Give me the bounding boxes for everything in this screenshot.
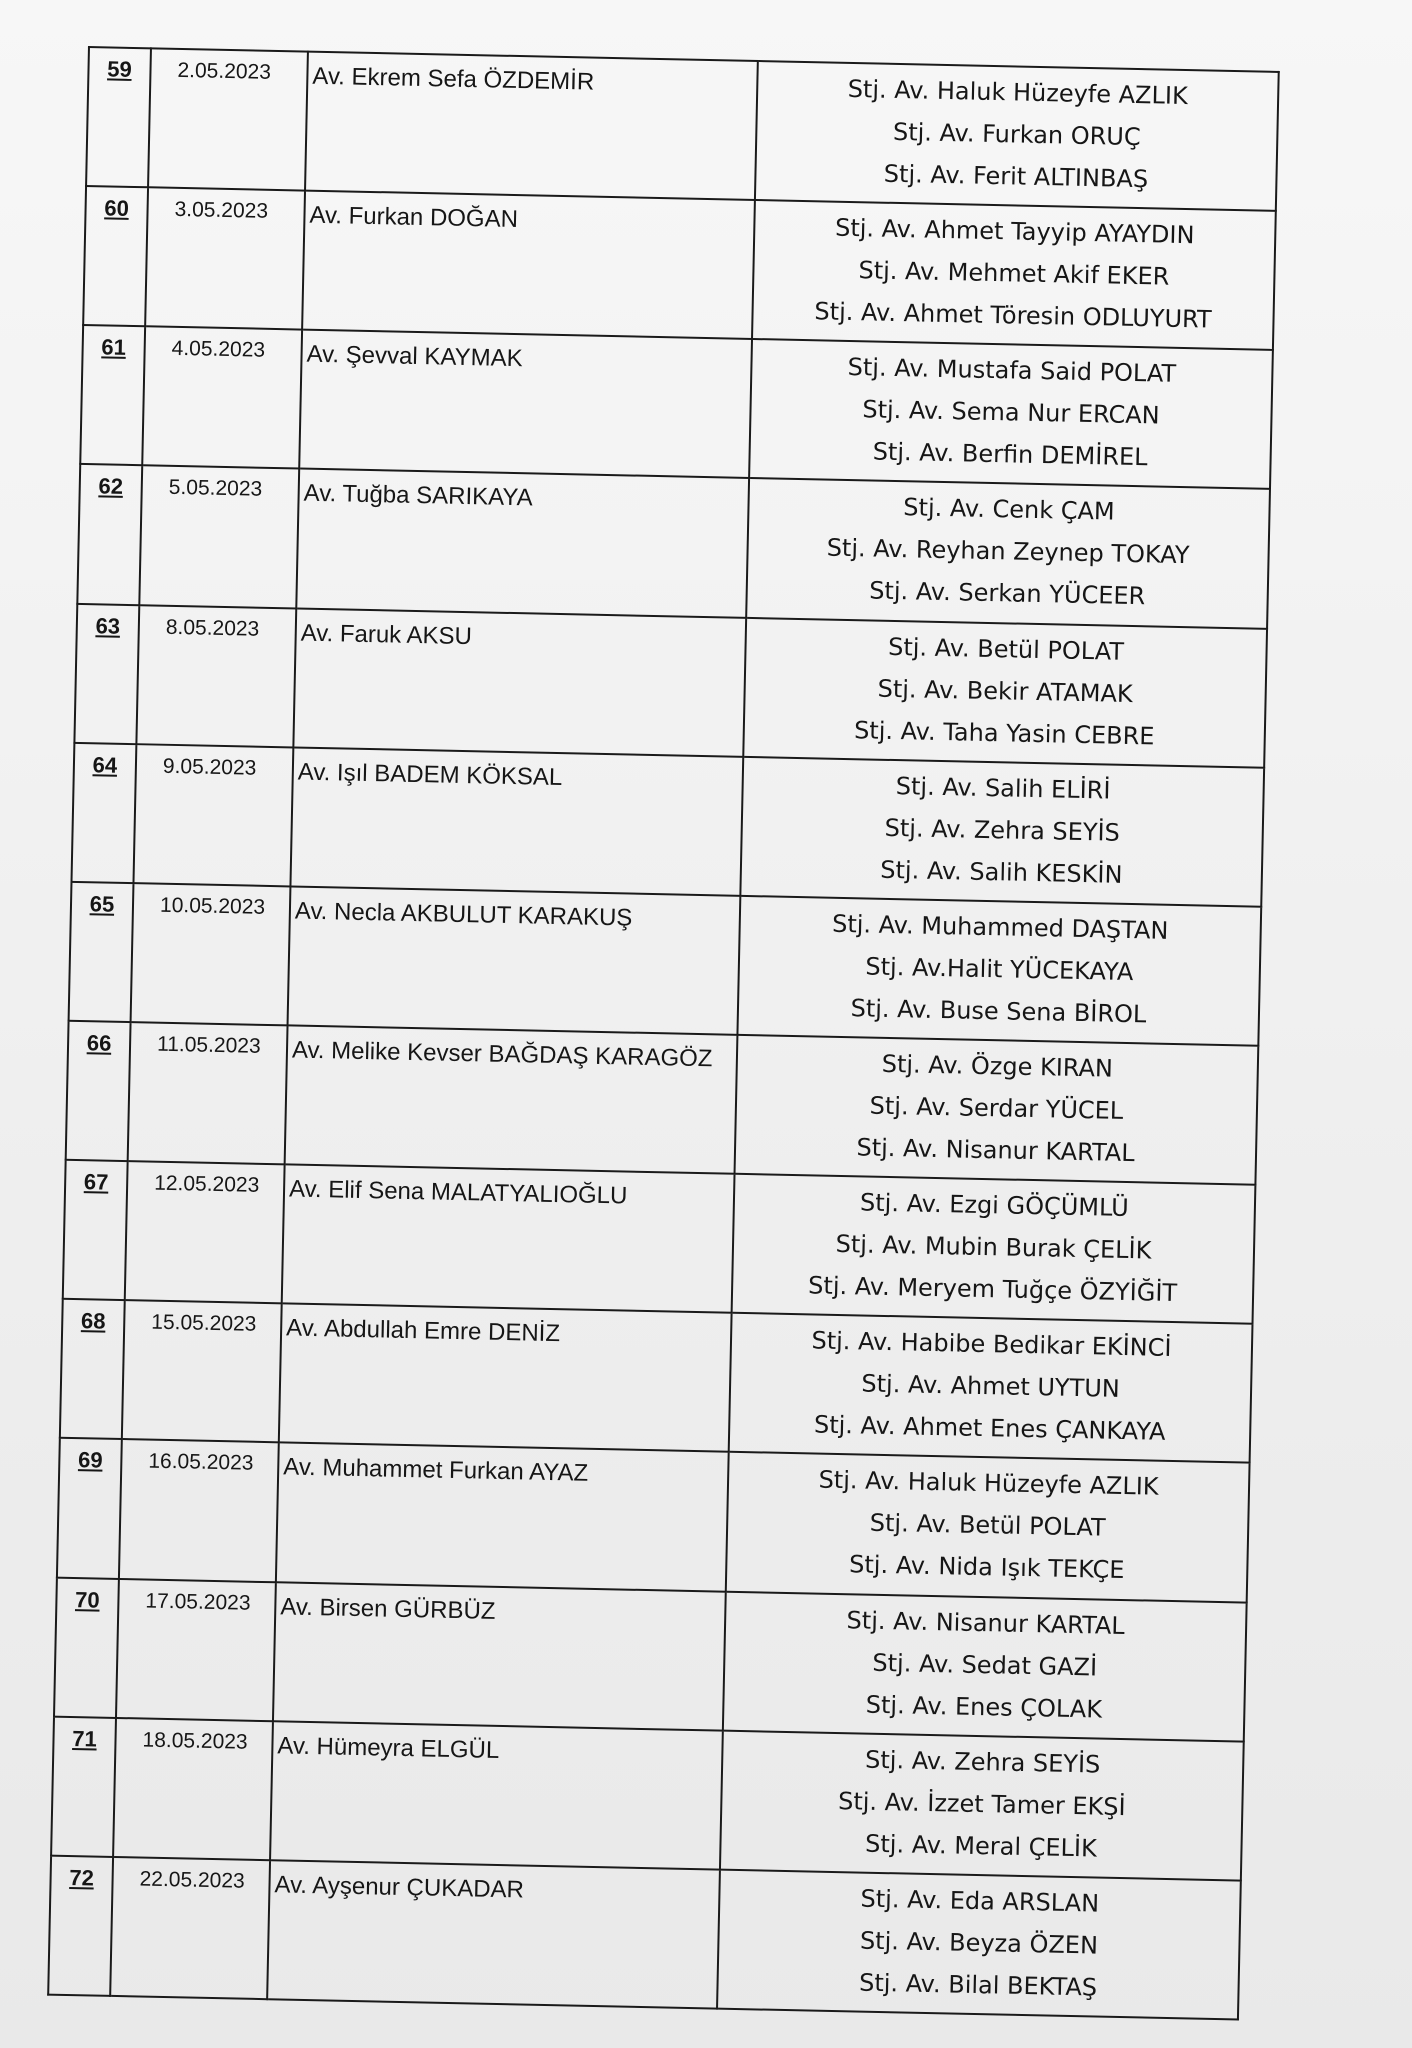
trainee-name: Stj. Av. Muhammed DAŞTAN bbox=[831, 909, 1169, 945]
table-row bbox=[57, 1438, 1250, 1602]
trainee-name: Stj. Av. Ahmet Tayyip AYAYDIN bbox=[834, 213, 1195, 250]
supervising-lawyer: Av. Ayşenur ÇUKADAR bbox=[267, 1860, 720, 2009]
table-row bbox=[74, 603, 1267, 767]
trainee-name: Stj. Av. Betül POLAT bbox=[869, 1509, 1106, 1543]
row-date: 8.05.2023 bbox=[136, 605, 296, 747]
trainee-name: Stj. Av. Sema Nur ERCAN bbox=[862, 395, 1160, 430]
document-sheet bbox=[47, 46, 1278, 2020]
trainee-name: Stj. Av. Ferit ALTINBAŞ bbox=[883, 159, 1149, 194]
trainee-name: Stj. Av. Ahmet Töresin ODLUYURT bbox=[814, 297, 1212, 334]
row-number: 69 bbox=[57, 1438, 122, 1578]
table-row bbox=[48, 1855, 1241, 2019]
trainee-name: Stj. Av. İzzet Tamer EKŞİ bbox=[837, 1786, 1126, 1821]
trainee-list bbox=[740, 757, 1264, 907]
row-number: 67 bbox=[63, 1160, 128, 1300]
trainee-name: Stj. Av. Mehmet Akif EKER bbox=[858, 256, 1170, 291]
row-date: 2.05.2023 bbox=[148, 48, 308, 190]
trainee-name: Stj. Av. Bilal BEKTAŞ bbox=[858, 1968, 1098, 2002]
trainee-name: Stj. Av. Mubin Burak ÇELİK bbox=[835, 1230, 1152, 1265]
trainee-name: Stj. Av. Berfin DEMİREL bbox=[872, 437, 1148, 472]
table-row bbox=[54, 1577, 1247, 1741]
trainee-name: Stj. Av. Salih KESKİN bbox=[880, 855, 1123, 889]
supervising-lawyer: Av. Tuğba SARIKAYA bbox=[296, 469, 749, 618]
trainee-list bbox=[720, 1730, 1244, 1880]
trainee-name: Stj. Av. Zehra SEYİS bbox=[864, 1745, 1101, 1779]
trainee-name: Stj. Av. Enes ÇOLAK bbox=[865, 1690, 1103, 1724]
trainee-list bbox=[737, 896, 1261, 1046]
trainee-name: Stj. Av. Ezgi GÖÇÜMLÜ bbox=[859, 1188, 1130, 1223]
row-date: 12.05.2023 bbox=[125, 1161, 285, 1303]
supervising-lawyer: Av. Birsen GÜRBÜZ bbox=[273, 1582, 726, 1731]
trainee-name: Stj. Av. Meral ÇELİK bbox=[864, 1829, 1098, 1863]
row-number: 72 bbox=[48, 1855, 113, 1995]
table-body bbox=[48, 47, 1279, 2019]
trainee-list bbox=[732, 1174, 1256, 1324]
table-row bbox=[71, 743, 1264, 907]
supervising-lawyer: Av. Hümeyra ELGÜL bbox=[270, 1721, 723, 1870]
trainee-list bbox=[729, 1313, 1253, 1463]
trainee-name: Stj. Av. Zehra SEYİS bbox=[884, 813, 1121, 847]
row-number: 60 bbox=[83, 186, 148, 326]
trainee-name: Stj. Av. Eda ARSLAN bbox=[860, 1884, 1100, 1918]
row-number: 62 bbox=[77, 464, 142, 604]
supervising-lawyer: Av. Işıl BADEM KÖKSAL bbox=[290, 747, 743, 896]
row-date: 9.05.2023 bbox=[133, 744, 293, 886]
row-number: 63 bbox=[74, 603, 139, 743]
supervising-lawyer: Av. Ekrem Sefa ÖZDEMİR bbox=[305, 52, 758, 201]
row-date: 16.05.2023 bbox=[119, 1439, 279, 1581]
row-number: 65 bbox=[69, 882, 134, 1022]
row-number: 71 bbox=[51, 1716, 116, 1856]
trainee-name: Stj. Av. Ahmet UYTUN bbox=[861, 1369, 1121, 1404]
row-date: 17.05.2023 bbox=[116, 1579, 276, 1721]
table-row bbox=[69, 882, 1262, 1046]
trainee-list bbox=[723, 1591, 1247, 1741]
trainee-name: Stj. Av. Habibe Bedikar EKİNCİ bbox=[811, 1326, 1172, 1363]
row-date: 18.05.2023 bbox=[113, 1718, 273, 1860]
trainee-name: Stj. Av. Cenk ÇAM bbox=[903, 493, 1115, 527]
trainee-name: Stj. Av. Nida Işık TEKÇE bbox=[848, 1550, 1125, 1585]
trainee-name: Stj. Av. Sedat GAZİ bbox=[872, 1648, 1098, 1682]
table-row bbox=[83, 186, 1276, 350]
trainee-name: Stj. Av. Meryem Tuğçe ÖZYİĞİT bbox=[807, 1271, 1178, 1308]
row-number: 68 bbox=[60, 1299, 125, 1439]
trainee-name: Stj. Av. Salih ELİRİ bbox=[895, 771, 1111, 805]
row-number: 59 bbox=[86, 47, 151, 187]
row-date: 11.05.2023 bbox=[128, 1022, 288, 1164]
trainee-list bbox=[717, 1869, 1241, 2019]
table-row bbox=[77, 464, 1270, 628]
trainee-name: Stj. Av. Nisanur KARTAL bbox=[846, 1605, 1126, 1640]
trainee-name: Stj. Av. Beyza ÖZEN bbox=[859, 1926, 1099, 1960]
trainee-name: Stj. Av. Buse Sena BİROL bbox=[850, 994, 1147, 1029]
trainee-list bbox=[752, 200, 1276, 350]
trainee-list bbox=[749, 339, 1273, 489]
supervising-lawyer: Av. Elif Sena MALATYALIOĞLU bbox=[282, 1164, 735, 1313]
row-date: 22.05.2023 bbox=[110, 1857, 270, 1999]
supervising-lawyer: Av. Abdullah Emre DENİZ bbox=[279, 1304, 732, 1453]
trainee-name: Stj. Av. Taha Yasin CEBRE bbox=[853, 715, 1155, 751]
row-date: 15.05.2023 bbox=[122, 1300, 282, 1442]
supervising-lawyer: Av. Melike Kevser BAĞDAŞ KARAGÖZ bbox=[285, 1025, 738, 1174]
trainee-name: Stj. Av. Bekir ATAMAK bbox=[877, 674, 1134, 708]
supervising-lawyer: Av. Şevval KAYMAK bbox=[299, 330, 752, 479]
trainee-name: Stj. Av. Mustafa Said POLAT bbox=[847, 353, 1177, 389]
table-row bbox=[51, 1716, 1244, 1880]
row-date: 10.05.2023 bbox=[131, 883, 291, 1025]
row-date: 4.05.2023 bbox=[142, 327, 302, 469]
supervising-lawyer: Av. Faruk AKSU bbox=[293, 608, 746, 757]
trainee-list bbox=[735, 1035, 1259, 1185]
trainee-name: Stj. Av. Betül POLAT bbox=[887, 632, 1125, 666]
trainee-name: Stj. Av. Nisanur KARTAL bbox=[856, 1133, 1135, 1168]
trainee-name: Stj. Av. Haluk Hüzeyfe AZLIK bbox=[847, 74, 1189, 111]
table-row bbox=[66, 1021, 1259, 1185]
table-row bbox=[80, 325, 1273, 489]
supervising-lawyer: Av. Furkan DOĞAN bbox=[302, 191, 755, 340]
row-number: 70 bbox=[54, 1577, 119, 1717]
row-number: 61 bbox=[80, 325, 145, 465]
row-date: 5.05.2023 bbox=[139, 466, 299, 608]
row-date: 3.05.2023 bbox=[145, 187, 305, 329]
table-row bbox=[86, 47, 1279, 211]
table-row bbox=[63, 1160, 1256, 1324]
trainee-list bbox=[755, 61, 1279, 211]
trainee-list bbox=[746, 478, 1270, 628]
supervising-lawyer: Av. Necla AKBULUT KARAKUŞ bbox=[288, 886, 741, 1035]
table-row bbox=[60, 1299, 1253, 1463]
trainee-name: Stj. Av. Serdar YÜCEL bbox=[869, 1091, 1124, 1125]
assignment-table bbox=[47, 46, 1280, 2021]
row-number: 64 bbox=[71, 743, 136, 883]
trainee-name: Stj. Av. Ahmet Enes ÇANKAYA bbox=[813, 1410, 1166, 1447]
trainee-name: Stj. Av. Serkan YÜCEER bbox=[868, 576, 1146, 611]
trainee-name: Stj. Av. Haluk Hüzeyfe AZLIK bbox=[818, 1466, 1159, 1502]
row-number: 66 bbox=[66, 1021, 131, 1161]
trainee-name: Stj. Av. Reyhan Zeynep TOKAY bbox=[826, 534, 1190, 570]
trainee-name: Stj. Av. Özge KIRAN bbox=[881, 1049, 1114, 1083]
trainee-list bbox=[726, 1452, 1250, 1602]
trainee-name: Stj. Av.Halit YÜCEKAYA bbox=[865, 952, 1134, 986]
trainee-list bbox=[743, 617, 1267, 767]
supervising-lawyer: Av. Muhammet Furkan AYAZ bbox=[276, 1443, 729, 1592]
trainee-name: Stj. Av. Furkan ORUÇ bbox=[892, 117, 1141, 152]
